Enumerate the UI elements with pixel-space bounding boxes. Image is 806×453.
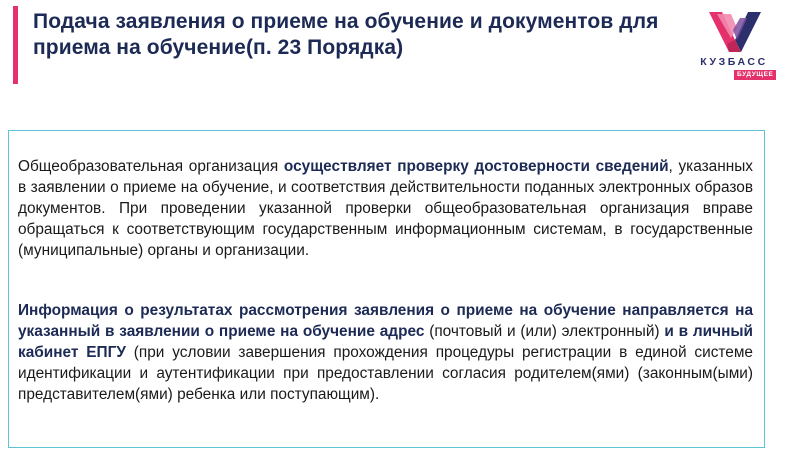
paragraph-verification: [18, 156, 753, 261]
logo-wordmark: КУЗБАСС: [700, 56, 768, 68]
kuzbass-logo: [692, 10, 776, 86]
paragraph1-text-1: Общеобразовательная организация: [18, 158, 284, 175]
paragraph2-text-1: (почтовый и (или) электронный): [424, 323, 665, 340]
paragraph1-text-2: , указанных в заявлении о приеме на обучение, и соответствия действительности поданных электронных образов документов. При проведении указанной проверки общеобразовательная организация вправе обращаться к соответствующим государственным информационным системам, в государственные (муниципальные) органы и организации.: [18, 158, 754, 259]
paragraph2-emphasis-2: и в личный кабинет ЕПГУ: [18, 323, 753, 361]
paragraph2-emphasis-1: Информация о результатах рассмотрения заявления о приеме на обучение направляется на указанный в заявлении о приеме на обучение адрес: [18, 302, 753, 340]
paragraph-result-info: [18, 300, 753, 405]
slide-title: Подача заявления о приеме на обучение и документов для приема на обучение(п. 23 Порядка): [33, 10, 659, 59]
title-accent-bar: [13, 6, 18, 84]
logo-tagline: БУДУЩЕЕ: [734, 70, 776, 80]
paragraph1-emphasis: осуществляет проверку достоверности сведений: [283, 158, 669, 175]
paragraph2-text-2: (при условии завершения прохождения процедуры регистрации в единой системе идентификации и аутентификации при предоставлении согласия родителем(ями) (законным(ыми) представителем(ями) ребенка или поступающим).: [18, 344, 753, 403]
kuzbass-logo-mark-icon: [709, 10, 761, 54]
